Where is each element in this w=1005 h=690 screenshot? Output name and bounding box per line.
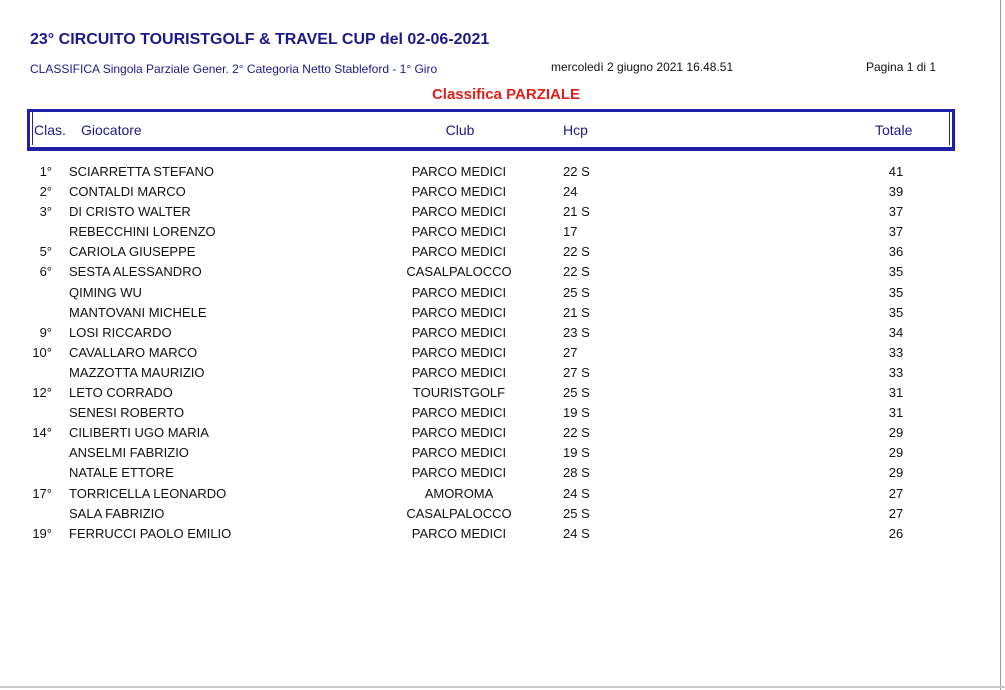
page-bottom-edge: [0, 686, 1005, 688]
player-name-cell: LETO CORRADO: [69, 385, 173, 401]
table-row: [0, 182, 1005, 202]
handicap-cell: 22 S: [563, 164, 590, 179]
club-cell: AMOROMA: [424, 485, 494, 501]
player-name-cell: LOSI RICCARDO: [69, 324, 172, 340]
player-name-cell: CAVALLARO MARCO: [69, 344, 198, 360]
handicap-cell: 21 S: [563, 204, 590, 220]
club-cell: PARCO MEDICI: [411, 344, 507, 360]
handicap-cell: 22 S: [563, 244, 590, 260]
club-cell: TOURISTGOLF: [412, 385, 506, 401]
player-name-cell: FERRUCCI PAOLO EMILIO: [69, 525, 232, 541]
club-cell: PARCO MEDICI: [411, 164, 507, 179]
table-row: [0, 283, 1005, 303]
table-row: [0, 222, 1005, 242]
total-score-cell: 29: [888, 465, 904, 481]
handicap-cell: 24 S: [563, 525, 590, 541]
ranking-title: Classifica PARZIALE: [431, 86, 581, 103]
handicap-cell: 24 S: [563, 485, 590, 501]
table-row: [0, 162, 1005, 182]
column-header-totale: Totale: [875, 122, 913, 138]
column-header-giocatore: Giocatore: [81, 122, 142, 138]
table-row: [0, 323, 1005, 343]
table-row: [0, 242, 1005, 262]
player-name-cell: SENESI ROBERTO: [69, 405, 185, 421]
table-row: [0, 484, 1005, 504]
handicap-cell: 23 S: [563, 324, 590, 340]
total-score-cell: 31: [888, 405, 904, 421]
table-row: [0, 524, 1005, 544]
total-score-cell: 31: [888, 385, 904, 401]
handicap-cell: 25 S: [563, 284, 590, 300]
player-name-cell: MANTOVANI MICHELE: [69, 304, 207, 320]
player-name-cell: CILIBERTI UGO MARIA: [69, 425, 209, 441]
player-name-cell: QIMING WU: [69, 284, 142, 300]
club-cell: PARCO MEDICI: [411, 184, 507, 200]
player-name-cell: TORRICELLA LEONARDO: [69, 485, 227, 501]
player-name-cell: NATALE ETTORE: [69, 465, 174, 481]
club-cell: PARCO MEDICI: [411, 244, 507, 260]
table-row: [0, 363, 1005, 383]
club-cell: PARCO MEDICI: [411, 425, 507, 441]
handicap-cell: 21 S: [563, 304, 590, 320]
total-score-cell: 27: [888, 485, 904, 501]
rank-cell: 1°: [39, 164, 52, 179]
rank-cell: 3°: [39, 204, 52, 220]
table-row: [0, 202, 1005, 222]
player-name-cell: SESTA ALESSANDRO: [69, 264, 202, 280]
handicap-cell: 17: [563, 224, 578, 240]
ranking-table: [0, 162, 1005, 544]
player-name-cell: CARIOLA GIUSEPPE: [69, 244, 196, 260]
total-score-cell: 27: [888, 505, 904, 521]
total-score-cell: 29: [888, 425, 904, 441]
total-score-cell: 33: [888, 364, 904, 380]
table-row: [0, 343, 1005, 363]
table-row: [0, 463, 1005, 483]
rank-cell: 19°: [32, 525, 52, 541]
club-cell: PARCO MEDICI: [411, 224, 507, 240]
table-row: [0, 383, 1005, 403]
print-datetime: mercoledì 2 giugno 2021 16.48.51: [551, 60, 734, 74]
club-cell: PARCO MEDICI: [411, 324, 507, 340]
rank-cell: 2°: [39, 184, 52, 200]
club-cell: CASALPALOCCO: [406, 264, 512, 280]
club-cell: PARCO MEDICI: [411, 284, 507, 300]
rank-cell: 5°: [39, 244, 52, 260]
total-score-cell: 35: [888, 264, 904, 280]
total-score-cell: 37: [888, 204, 904, 220]
page-number: Pagina 1 di 1: [866, 60, 937, 74]
club-cell: PARCO MEDICI: [411, 405, 507, 421]
table-row: [0, 423, 1005, 443]
rank-cell: 6°: [39, 264, 52, 280]
player-name-cell: CONTALDI MARCO: [69, 184, 186, 200]
total-score-cell: 35: [888, 304, 904, 320]
handicap-cell: 24: [563, 184, 578, 200]
handicap-cell: 22 S: [563, 425, 590, 441]
player-name-cell: SALA FABRIZIO: [69, 505, 165, 521]
column-header-hcp: Hcp: [563, 122, 588, 138]
table-row: [0, 303, 1005, 323]
player-name-cell: REBECCHINI LORENZO: [69, 224, 216, 240]
handicap-cell: 19 S: [563, 405, 590, 421]
player-name-cell: ANSELMI FABRIZIO: [69, 445, 189, 461]
club-cell: PARCO MEDICI: [411, 364, 507, 380]
report-subtitle: CLASSIFICA Singola Parziale Gener. 2° Categoria Netto Stableford - 1° Giro: [30, 62, 438, 76]
report-heading: 23° CIRCUITO TOURISTGOLF & TRAVEL CUP del 02-06-2021: [30, 31, 490, 48]
rank-cell: 14°: [32, 425, 52, 441]
column-header-bar: [27, 109, 955, 151]
club-cell: PARCO MEDICI: [411, 445, 507, 461]
handicap-cell: 28 S: [563, 465, 590, 481]
club-cell: PARCO MEDICI: [411, 204, 507, 220]
table-row: [0, 403, 1005, 423]
total-score-cell: 29: [888, 445, 904, 461]
club-cell: PARCO MEDICI: [411, 304, 507, 320]
total-score-cell: 26: [888, 525, 904, 541]
handicap-cell: 25 S: [563, 505, 590, 521]
table-row: [0, 504, 1005, 524]
handicap-cell: 25 S: [563, 385, 590, 401]
handicap-cell: 19 S: [563, 445, 590, 461]
handicap-cell: 27 S: [563, 364, 590, 380]
total-score-cell: 33: [888, 344, 904, 360]
total-score-cell: 37: [888, 224, 904, 240]
total-score-cell: 39: [888, 184, 904, 200]
player-name-cell: SCIARRETTA STEFANO: [69, 164, 214, 179]
club-cell: PARCO MEDICI: [411, 465, 507, 481]
club-cell: PARCO MEDICI: [411, 525, 507, 541]
total-score-cell: 35: [888, 284, 904, 300]
handicap-cell: 27: [563, 344, 578, 360]
table-row: [0, 262, 1005, 282]
rank-cell: 12°: [32, 385, 52, 401]
table-row: [0, 443, 1005, 463]
handicap-cell: 22 S: [563, 264, 590, 280]
rank-cell: 17°: [32, 485, 52, 501]
player-name-cell: MAZZOTTA MAURIZIO: [69, 364, 205, 380]
total-score-cell: 41: [888, 164, 904, 179]
total-score-cell: 34: [888, 324, 904, 340]
rank-cell: 9°: [39, 324, 52, 340]
club-cell: CASALPALOCCO: [406, 505, 512, 521]
column-header-club: Club: [445, 122, 475, 138]
total-score-cell: 36: [888, 244, 904, 260]
player-name-cell: DI CRISTO WALTER: [69, 204, 191, 220]
column-header-clas: Clas.: [34, 122, 66, 138]
rank-cell: 10°: [32, 344, 52, 360]
